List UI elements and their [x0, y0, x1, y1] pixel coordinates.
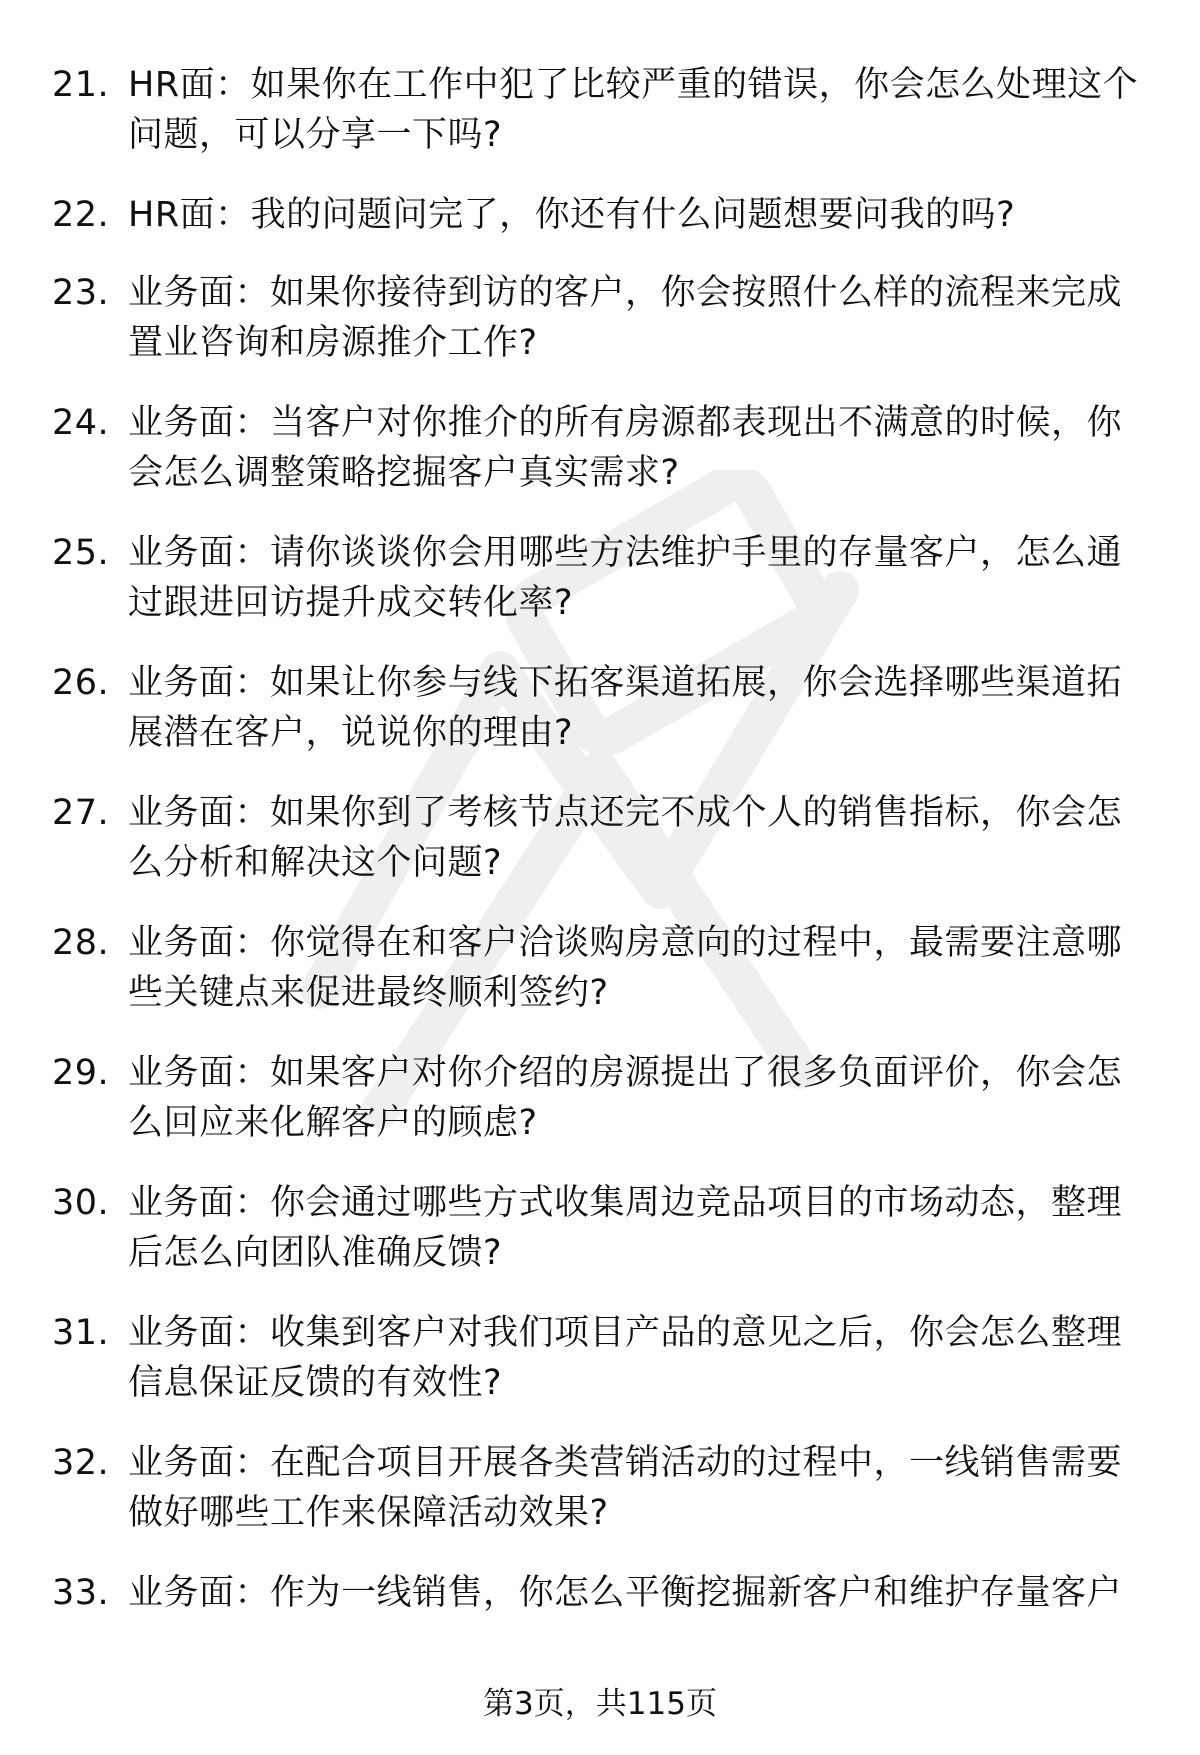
question-text: 业务面：当客户对你推介的所有房源都表现出不满意的时候，你会怎么调整策略挖掘客户真实需求? [128, 403, 1123, 493]
list-item [52, 60, 1152, 160]
question-text: 业务面：如果客户对你介绍的房源提出了很多负面评价，你会怎么回应来化解客户的顾虑? [128, 1053, 1123, 1143]
question-text: 业务面：你觉得在和客户洽谈购房意向的过程中，最需要注意哪些关键点来促进最终顺利签约? [128, 923, 1123, 1013]
list-item [52, 1048, 1152, 1148]
list-item [52, 918, 1152, 1018]
page-footer: 第3页，共115页 [483, 1686, 717, 1722]
question-number: 31. [52, 1313, 110, 1353]
list-item [52, 528, 1152, 628]
question-text: 业务面：请你谈谈你会用哪些方法维护手里的存量客户，怎么通过跟进回访提升成交转化率? [128, 533, 1123, 623]
question-text: 业务面：你会通过哪些方式收集周边竞品项目的市场动态，整理后怎么向团队准确反馈? [128, 1183, 1123, 1273]
question-number: 23. [52, 273, 110, 313]
question-text: 业务面：在配合项目开展各类营销活动的过程中，一线销售需要做好哪些工作来保障活动效果? [128, 1443, 1123, 1533]
list-item [52, 190, 1152, 240]
question-number: 27. [52, 793, 110, 833]
question-text: 业务面：如果你到了考核节点还完不成个人的销售指标，你会怎么分析和解决这个问题? [128, 793, 1123, 883]
list-item [52, 1178, 1152, 1278]
question-number: 32. [52, 1443, 110, 1483]
list-item [52, 1438, 1152, 1538]
list-item [52, 788, 1152, 888]
question-text: 业务面：如果你接待到访的客户，你会按照什么样的流程来完成置业咨询和房源推介工作? [128, 273, 1123, 363]
question-list [52, 60, 1152, 1646]
question-text: 业务面：如果让你参与线下拓客渠道拓展，你会选择哪些渠道拓展潜在客户，说说你的理由? [128, 663, 1123, 753]
list-item [52, 1568, 1152, 1618]
question-number: 30. [52, 1183, 110, 1223]
question-text: 业务面：收集到客户对我们项目产品的意见之后，你会怎么整理信息保证反馈的有效性? [128, 1313, 1123, 1403]
list-item [52, 268, 1152, 368]
question-text: 业务面：作为一线销售，你怎么平衡挖掘新客户和维护存量客户 [128, 1573, 1123, 1613]
question-number: 33. [52, 1573, 110, 1613]
question-number: 28. [52, 923, 110, 963]
question-number: 22. [52, 195, 110, 235]
question-text: HR面：我的问题问完了，你还有什么问题想要问我的吗? [128, 195, 1016, 235]
question-number: 24. [52, 403, 110, 443]
question-text: HR面：如果你在工作中犯了比较严重的错误，你会怎么处理这个问题，可以分享一下吗? [128, 65, 1139, 155]
question-number: 21. [52, 65, 110, 105]
question-number: 29. [52, 1053, 110, 1093]
list-item [52, 398, 1152, 498]
list-item [52, 658, 1152, 758]
question-number: 26. [52, 663, 110, 703]
question-number: 25. [52, 533, 110, 573]
list-item [52, 1308, 1152, 1408]
